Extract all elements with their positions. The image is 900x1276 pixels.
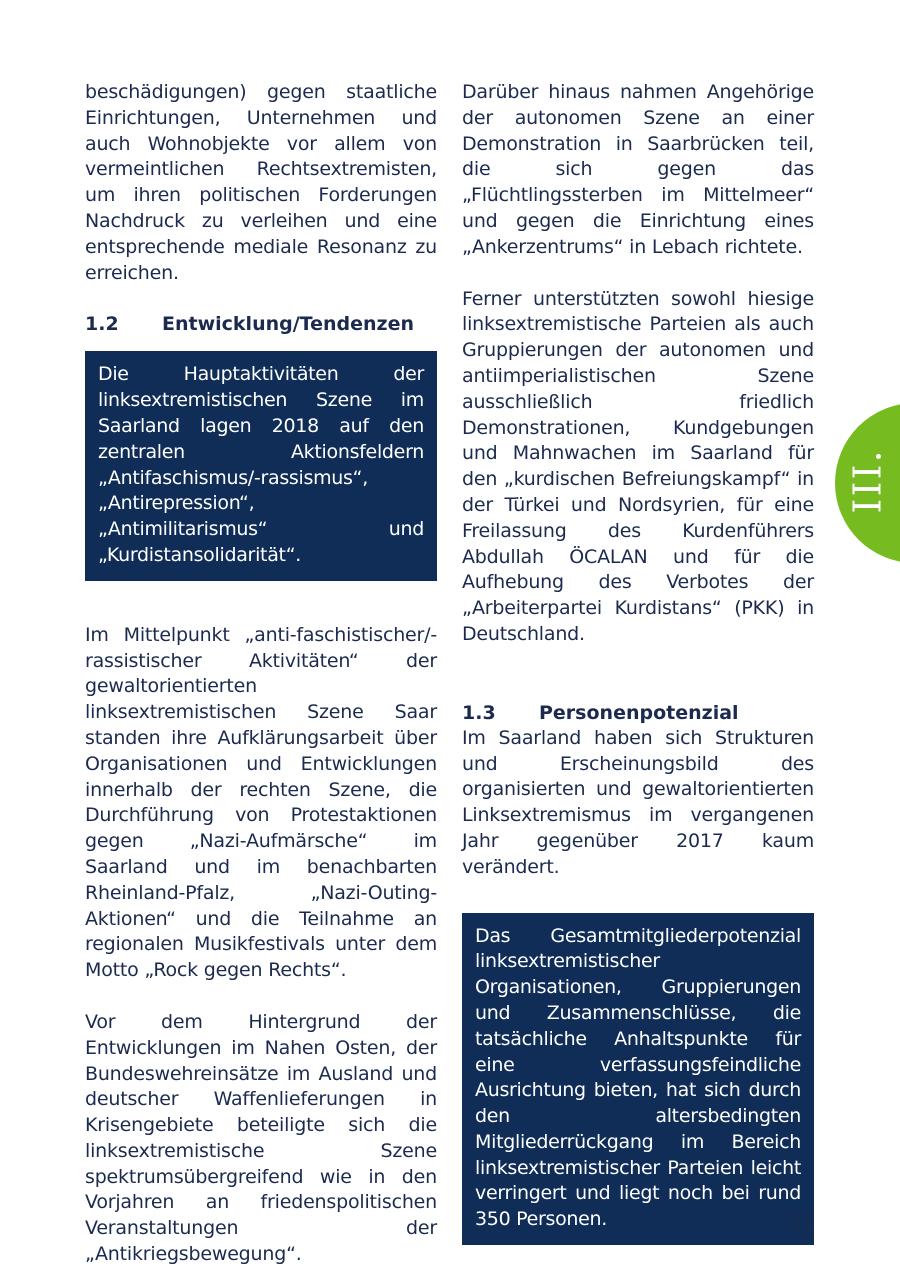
- intro-paragraph: beschädigungen) gegen staatliche Einrichtungen, Unternehmen und auch Wohnobjekte vor allem von vermeintlichen Rechtsextremisten, um ihren politischen Forderungen Nachdruck zu verleihen und eine entsprechende mediale Resonanz zu erreichen.: [85, 81, 437, 284]
- paragraph-demonstration-saarbruecken: Darüber hinaus nahmen Angehörige der autonomen Szene an einer Demonstration in Saarbrücken teil, die sich gegen das „Flüchtlingssterben im Mittelmeer“ und gegen die Einrichtung eines „Ankerzentrums“ in Lebach richtete.: [462, 81, 814, 258]
- paragraph-structures: Im Saarland haben sich Strukturen und Erscheinungsbild des organisierten und gewaltorientierten Linksextremismus im vergangenen Jahr gegenüber 2017 kaum verändert.: [462, 726, 814, 878]
- section-heading-1-2: [85, 311, 437, 337]
- paragraph-antifascist-activities: Im Mittelpunkt „anti-faschistischer/-rassistischer Aktivitäten“ der gewaltorientierten linksextremistischen Szene Saar standen ihre Aufklärungsarbeit über Organisationen und Entwicklungen innerhalb der rechten Szene, die Durchführung von Protestaktionen gegen „Nazi-Aufmärsche“ im Saarland und im benachbarten Rheinland-Pfalz, „Nazi-Outing-Aktionen“ und die Teilnahme an regionalen Musikfestivals unter dem Motto „Rock gegen Rechts“.: [85, 623, 437, 982]
- section-number: 1.3: [462, 701, 496, 724]
- highlight-box-member-potential: [462, 913, 814, 1246]
- section-heading-1-3: [462, 700, 814, 726]
- highlight-box-main-activities: [85, 351, 437, 580]
- section-number: 1.2: [85, 313, 119, 336]
- section-title: Entwicklung/Tendenzen: [162, 313, 414, 336]
- chapter-tab-label: [838, 448, 898, 514]
- paragraph-kurdish-support: Ferner unterstützten sowohl hiesige linksextremistische Parteien als auch Gruppierungen der autonomen und antiimperialistischen Szene ausschließlich friedlich Demonstrationen, Kundgebungen und Mahnwachen im Saarland für den „kurdischen Befreiungskampf“ in der Türkei und Nordsyrien, für eine Freilassung des Kurdenführers Abdullah ÖCALAN und für die Aufhebung des Verbotes der „Arbeiterpartei Kurdistans“ (PKK) in Deutschland.: [462, 287, 814, 645]
- highlight-box-text: Das Gesamtmitgliederpotenzial linksextremistischer Organisationen, Gruppierungen und Zusammenschlüsse, die tatsächliche Anhaltspunkte für eine verfassungsfeindliche Ausrichtung bieten, hat sich durch den altersbedingten Mitgliederrückgang im Bereich linksextremistischer Parteien leicht verringert und liegt noch bei rund 350 Personen.: [475, 924, 801, 1231]
- highlight-box-text: Die Hauptaktivitäten der linksextremistischen Szene im Saarland lagen 2018 auf den zentralen Aktionsfeldern „Antifaschismus/-rassismus“, „Antirepression“, „Antimilitarismus“ und „Kurdistansolidarität“.: [98, 363, 424, 566]
- right-column: [462, 80, 814, 1245]
- chapter-number: III.: [846, 448, 890, 514]
- page-number: 33: [788, 1209, 814, 1233]
- left-column: [85, 80, 437, 1268]
- section-title: Personenpotenzial: [539, 701, 739, 724]
- paragraph-anti-war-movement: Vor dem Hintergrund der Entwicklungen im Nahen Osten, der Bundeswehreinsätze im Ausland und deutscher Waffenlieferungen in Krisengebiete beteiligte sich die linksextremistische Szene spektrumsübergreifend wie in den Vorjahren an friedenspolitischen Veranstaltungen der „Antikriegsbewegung“.: [85, 1010, 437, 1266]
